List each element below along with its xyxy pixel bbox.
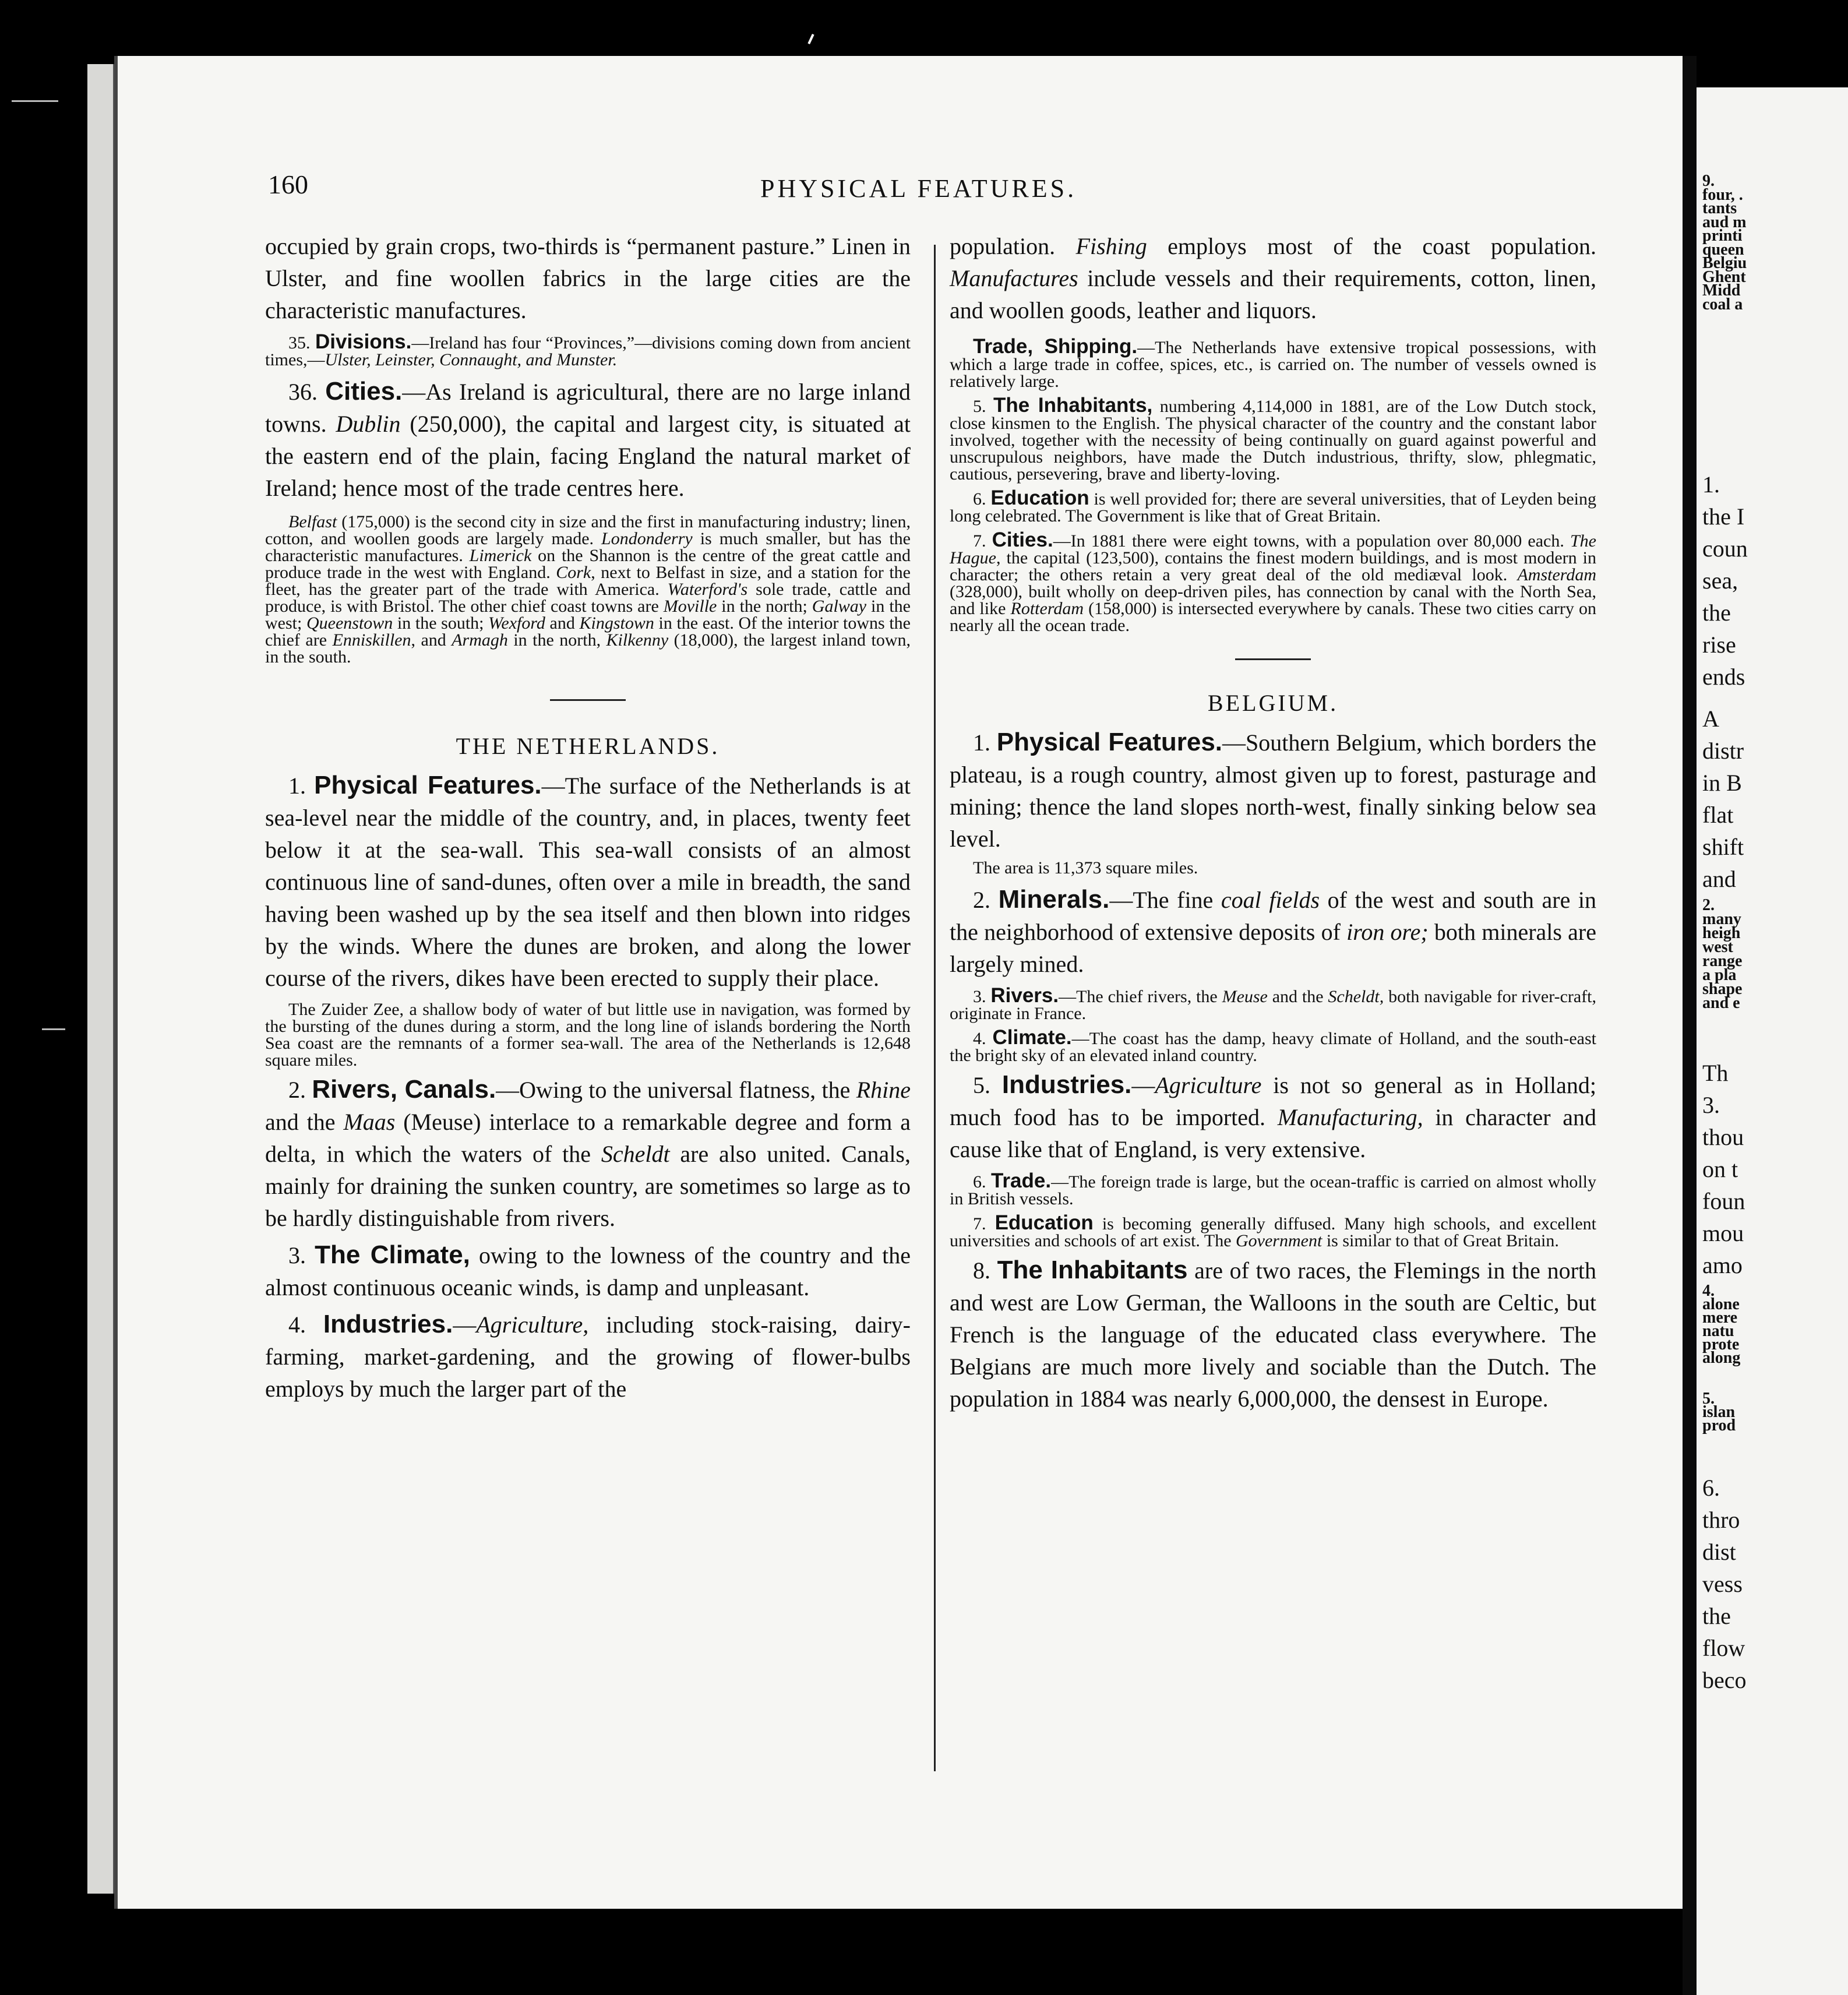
section-7: 7. Cities.—In 1881 there were eight towns, with a population over 80,000 each. The Hague, the capital (123,500), contains the finest modern buildings, and is most modern in character; the others retain a very great deal of the old mediæval look. Amsterdam (328,000), built wholly on deep-driven piles, has connection by canal with the North Sea, and like Rotterdam (158,000) is intersected everywhere by canals. These two cities carry on nearly all the ocean trade.	[950, 528, 1596, 635]
next-page-line: shape	[1702, 980, 1743, 998]
section-heading: Cities.	[325, 377, 403, 406]
section-heading: Divisions.	[315, 330, 412, 353]
next-page-line: dist	[1702, 1539, 1736, 1565]
section-4: 4. Industries.—Agriculture, including stock-raising, dairy-farming, market-gardening, and the growing of flower-bulbs employs by much the larger part of the	[265, 1310, 911, 1402]
next-page-line: tants	[1702, 199, 1737, 217]
right-column	[950, 230, 1596, 1415]
next-page-line: printi	[1702, 227, 1743, 245]
next-page-line: alone	[1702, 1295, 1740, 1313]
belgium-section-2: 2. Minerals.—The fine coal fields of the west and south are in the neighborhood of extensive deposits of iron ore; both minerals are largely mined.	[950, 885, 1597, 977]
belgium-section-6: 6. Trade.—The foreign trade is large, but the ocean-traffic is carried on almost wholly in British vessels.	[950, 1169, 1597, 1208]
next-page-line: shift	[1702, 834, 1744, 860]
next-page-line: range	[1702, 952, 1743, 970]
belgium-section-1: 1. Physical Features.—Southern Belgium, which borders the plateau, is a rough country, almost given up to forest, pasturage and mining; thence the land slopes north-west, finally sinking below sea level.	[950, 728, 1596, 852]
section-heading: The Inhabitants,	[993, 394, 1153, 417]
next-page-line: A	[1702, 706, 1719, 732]
trade-shipping: Trade, Shipping.—The Netherlands have extensive tropical possessions, with which a large trade in coffee, spices, etc., is carried on. The number of vessels owned is relatively large.	[950, 335, 1597, 391]
next-page-line: prote	[1702, 1335, 1740, 1354]
section-heading: The Climate,	[315, 1240, 470, 1269]
section-heading: Industries.	[1001, 1070, 1132, 1099]
next-page-line: Belgiu	[1702, 254, 1747, 272]
next-page-line: prod	[1702, 1416, 1736, 1434]
next-page-line: 9.	[1702, 172, 1715, 190]
next-page-line: and	[1702, 866, 1736, 892]
belgium-section-5: 5. Industries.—Agriculture is not so general as in Holland; much food has to be imported. Manufacturing, in character and cause like that of England, is very extensive.	[950, 1070, 1597, 1162]
section-heading: Industries.	[323, 1310, 453, 1338]
next-page-line: coun	[1702, 535, 1748, 562]
section-heading: Physical Features.	[996, 728, 1223, 756]
belgium-section-3: 3. Rivers.—The chief rivers, the Meuse and the Scheldt, both navigable for river-craft, originate in France.	[950, 984, 1597, 1023]
next-page-line: flat	[1702, 802, 1734, 828]
next-page-line: vess	[1702, 1571, 1743, 1597]
zuider-zee-note: The Zuider Zee, a shallow body of water of but little use in navigation, was formed by the bursting of the dunes during a storm, and the long line of islands bordering the North Sea coast are the remnants of a former sea-wall. The area of the Netherlands is 12,648 square miles.	[265, 1000, 911, 1070]
next-page-line: and e	[1702, 994, 1740, 1012]
next-page-line: 4.	[1702, 1282, 1715, 1300]
section-heading: Rivers.	[990, 984, 1059, 1007]
page-number: 160	[268, 170, 308, 199]
next-page-line: thou	[1702, 1124, 1744, 1150]
next-page-line: islan	[1702, 1403, 1736, 1421]
speck	[807, 34, 814, 44]
section-heading: Education	[990, 487, 1089, 509]
next-page-line: rise	[1702, 632, 1736, 658]
section-heading: Trade.	[990, 1169, 1052, 1192]
page-edge	[87, 64, 114, 1894]
next-page-line: along	[1702, 1349, 1741, 1367]
next-page-line: many	[1702, 910, 1741, 928]
next-page-line: flow	[1702, 1635, 1745, 1661]
next-page-line: distr	[1702, 738, 1744, 764]
next-page-line: beco	[1702, 1667, 1747, 1693]
next-page-line: the I	[1702, 503, 1745, 530]
speck	[42, 1028, 65, 1030]
section-title-belgium: BELGIUM.	[1207, 690, 1339, 716]
belgium-area: The area is 11,373 square miles.	[973, 858, 1198, 877]
belgium-section-4: 4. Climate.—The coast has the damp, heavy climate of Holland, and the south-east the bright sky of an elevated inland country.	[950, 1026, 1596, 1065]
section-divider	[550, 699, 626, 701]
section-title-netherlands: THE NETHERLANDS.	[456, 733, 720, 759]
section-36: 36. Cities.—As Ireland is agricultural, there are no large inland towns. Dublin (250,000), the capital and largest city, is situated at the eastern end of the plain, facing England the natural market of Ireland; hence most of the trade centres here.	[265, 377, 911, 501]
section-6: 6. Education is well provided for; there are several universities, that of Leyden being long celebrated. The Government is like that of Great Britain.	[950, 487, 1596, 526]
next-page-fragment	[1697, 87, 1848, 1995]
section-heading: Minerals.	[998, 885, 1110, 914]
left-column	[265, 230, 911, 1405]
next-page-line: Th	[1702, 1060, 1729, 1086]
next-page-line: a pla	[1702, 966, 1737, 984]
section-5: 5. The Inhabitants, numbering 4,114,000 in 1881, are of the Low Dutch stock, close kinsmen to the English. The physical character of the country and the constant labor involved, together with the necessity of being continually on guard against powerful and unscrupulous neighbors, have made the Dutch industrious, thrifty, slow, phlegmatic, cautious, persevering, brave and liberty-loving.	[950, 394, 1596, 484]
next-page-line: foun	[1702, 1188, 1745, 1214]
next-page-line: mere	[1702, 1309, 1738, 1327]
section-heading: Education	[994, 1211, 1094, 1234]
next-page-line: 1.	[1702, 471, 1720, 498]
next-page-line: 5.	[1702, 1390, 1715, 1408]
next-page-line: thro	[1702, 1507, 1740, 1533]
cities-note: Belfast (175,000) is the second city in size and the first in manufacturing industry; linen, cotton, and woollen goods are largely made. Londonderry is much smaller, but has the characteristic manufactures. Limerick on the Shannon is the centre of the great cattle and produce trade in the west with England. Cork, next to Belfast in size, and a station for the fleet, has the greater part of the trade with America. Waterford's sole trade, cattle and produce, is with Bristol. The other chief coast towns are Moville in the north; Galway in the west; Queenstown in the south; Wexford and Kingstown in the east. Of the interior towns the chief are Enniskillen, and Armagh in the north, Kilkenny (18,000), the largest inland town, in the south.	[265, 512, 911, 667]
section-1: 1. Physical Features.—The surface of the Netherlands is at sea-level near the middle of the country, and, in places, twenty feet below it at the sea-wall. This sea-wall consists of an almost continuous line of sand-dunes, often over a mile in breadth, the sand having been washed up by the sea itself and then blown into ridges by the winds. Where the dunes are broken, and along the lower course of the rivers, dikes have been erected to supply their place.	[265, 771, 911, 991]
section-heading: Climate.	[992, 1026, 1072, 1049]
section-35: 35. Divisions.—Ireland has four “Provinces,”—divisions coming down from ancient times,—Ulster, Leinster, Connaught, and Munster.	[265, 330, 911, 369]
section-heading: The Inhabitants	[997, 1256, 1188, 1284]
section-heading: Trade, Shipping.	[973, 335, 1138, 358]
paragraph: population. Fishing employs most of the coast population. Manufactures include vessels and their requirements, cotton, linen, and woollen goods, leather and liquors.	[950, 233, 1597, 323]
next-page-line: four, .	[1702, 185, 1743, 204]
section-3: 3. The Climate, owing to the lowness of the country and the almost continuous oceanic winds, is damp and unpleasant.	[265, 1240, 911, 1300]
next-page-line: sea,	[1702, 568, 1738, 594]
section-heading: Physical Features.	[314, 771, 542, 799]
section-heading: Rivers, Canals.	[312, 1075, 496, 1104]
paragraph: occupied by grain crops, two-thirds is “permanent pasture.” Linen in Ulster, and fine woollen fabrics in the large cities are the characteristic manufactures.	[265, 233, 911, 323]
next-page-line: heigh	[1702, 924, 1741, 942]
next-page-line: west	[1702, 938, 1733, 956]
next-page-line: queen	[1702, 240, 1744, 259]
belgium-section-8: 8. The Inhabitants are of two races, the Flemings in the north and west are Low German, the Walloons in the south are Celtic, but French is the language of the educated class everywhere. The Belgians are much more lively and sociable than the Dutch. The population in 1884 was nearly 6,000,000, the densest in Europe.	[950, 1256, 1596, 1412]
next-page-line: on t	[1702, 1156, 1738, 1182]
next-page-line: in B	[1702, 770, 1742, 796]
next-page-line: Ghent	[1702, 267, 1746, 286]
next-page-line: 2.	[1702, 896, 1715, 914]
section-2: 2. Rivers, Canals.—Owing to the universal flatness, the Rhine and the Maas (Meuse) interlace to a remarkable degree and form a delta, in which the waters of the Scheldt are also united. Canals, mainly for draining the sunken country, are sometimes so large as to be hardly distinguishable from rivers.	[265, 1075, 911, 1231]
next-page-line: mou	[1702, 1220, 1744, 1246]
next-page-line: the	[1702, 1603, 1731, 1629]
next-page-line: 6.	[1702, 1475, 1720, 1501]
next-page-line: natu	[1702, 1322, 1734, 1340]
column-rule	[934, 245, 936, 1771]
running-head	[268, 169, 1666, 216]
next-page-line: coal a	[1702, 295, 1743, 313]
gutter	[1683, 56, 1697, 1995]
section-heading: Cities.	[992, 528, 1053, 551]
belgium-section-7: 7. Education is becoming generally diffused. Many high schools, and excellent universities and schools of art exist. The Government is similar to that of Great Britain.	[950, 1211, 1597, 1250]
next-page-line: the	[1702, 600, 1731, 626]
section-divider	[1235, 658, 1311, 660]
speck	[12, 100, 58, 102]
next-page-line: 3.	[1702, 1092, 1720, 1118]
next-page-line: ends	[1702, 664, 1745, 690]
next-page-line: Midd	[1702, 281, 1741, 299]
running-title: PHYSICAL FEATURES.	[760, 174, 1077, 203]
next-page-line: aud m	[1702, 213, 1747, 231]
next-page-line: amo	[1702, 1252, 1743, 1278]
